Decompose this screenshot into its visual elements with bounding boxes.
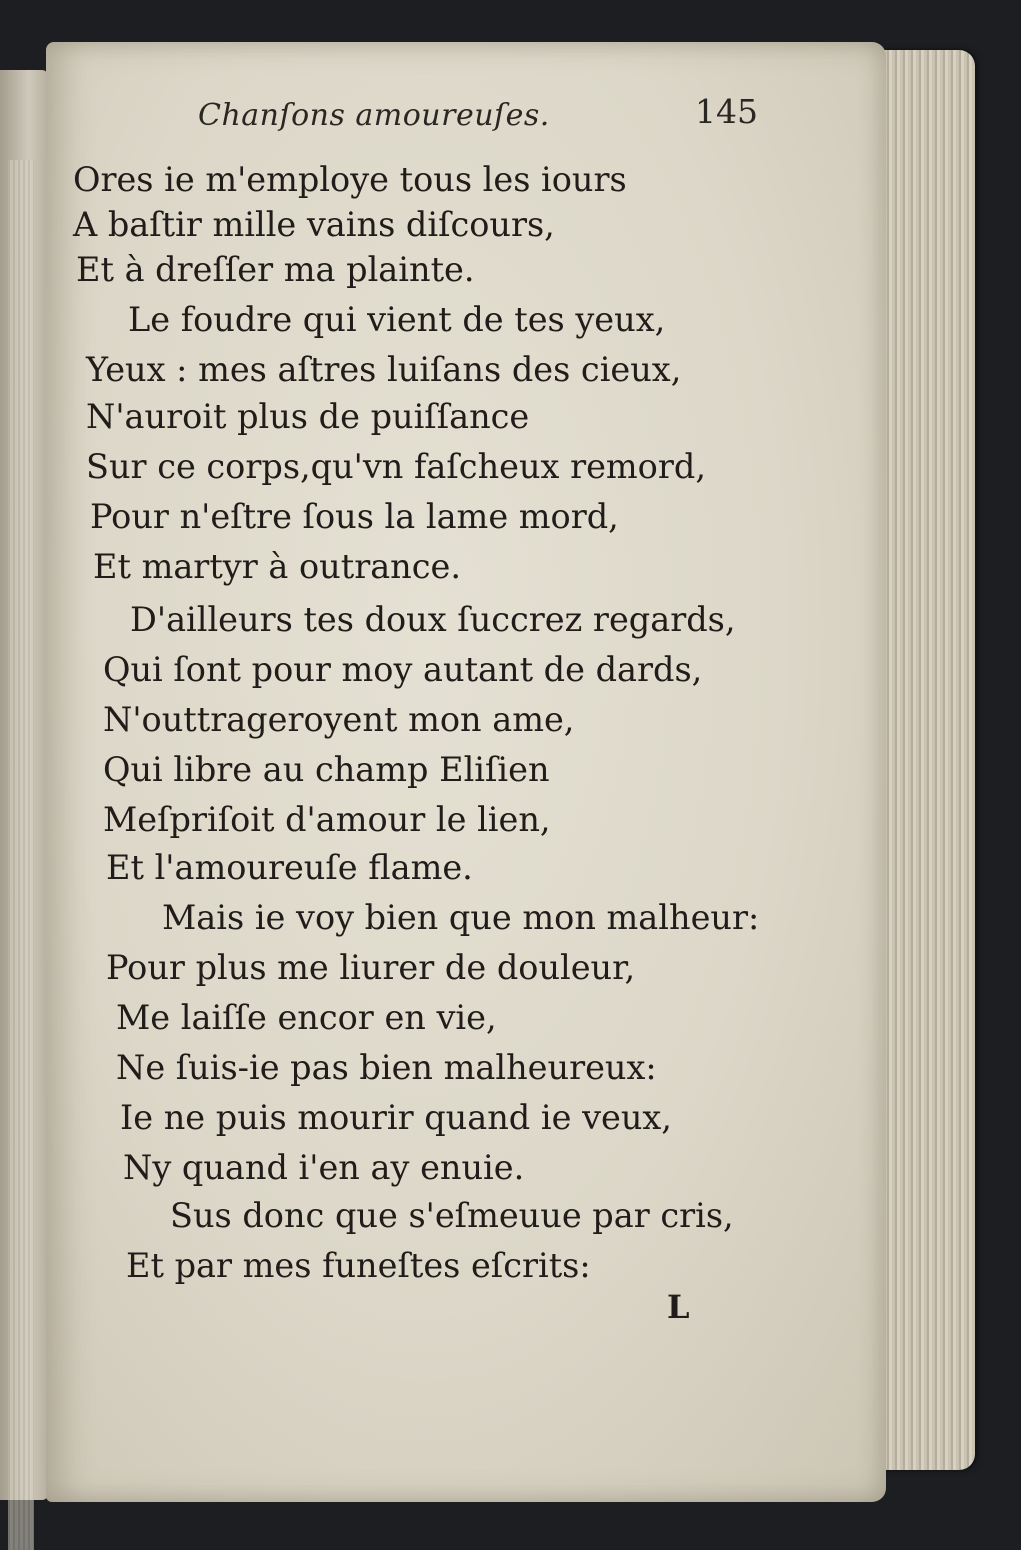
facing-page-edge: [0, 70, 48, 1500]
verse-line: Et martyr à outrance.: [93, 547, 461, 586]
page-number: 145: [695, 92, 758, 131]
verse-line: Ne ſuis-ie pas bien malheureux:: [116, 1048, 657, 1087]
verse-line: Et l'amoureuſe flame.: [106, 848, 473, 887]
verse-line: Yeux : mes aſtres luiſans des cieux,: [86, 350, 682, 389]
verse-line: Mais ie voy bien que mon malheur:: [162, 898, 760, 937]
verse-line: Ie ne puis mourir quand ie veux,: [120, 1098, 672, 1137]
running-head: Chanſons amoureuſes.: [198, 98, 550, 133]
facing-page-bleedthrough: [8, 160, 34, 1550]
verse-line: D'ailleurs tes doux ſuccrez regards,: [130, 600, 736, 639]
verse-line: Meſpriſoit d'amour le lien,: [103, 800, 551, 839]
verse-line: Qui libre au champ Eliſien: [103, 750, 550, 789]
signature-mark: L: [667, 1288, 690, 1326]
verse-line: Pour plus me liurer de douleur,: [106, 948, 636, 987]
verse-line: Ny quand i'en ay enuie.: [123, 1148, 525, 1187]
verse-line: Pour n'eſtre ſous la lame mord,: [90, 497, 619, 536]
verse-line: N'outtrageroyent mon ame,: [103, 700, 575, 739]
verse-line: Me laiſſe encor en vie,: [116, 998, 497, 1037]
verse-line: A baſtir mille vains diſcours,: [73, 205, 555, 244]
verse-line: Sus donc que s'eſmeuue par cris,: [170, 1196, 734, 1235]
verse-line: Ores ie m'employe tous les iours: [73, 160, 627, 199]
verse-line: Qui ſont pour moy autant de dards,: [103, 650, 703, 689]
verse-line: Et par mes funeſtes eſcrits:: [126, 1246, 591, 1285]
verse-line: N'auroit plus de puiſſance: [86, 397, 530, 436]
verse-line: Et à dreſſer ma plainte.: [76, 250, 475, 289]
verse-line: Sur ce corps,qu'vn faſcheux remord,: [86, 447, 706, 486]
verse-line: Le foudre qui vient de tes yeux,: [128, 300, 666, 339]
